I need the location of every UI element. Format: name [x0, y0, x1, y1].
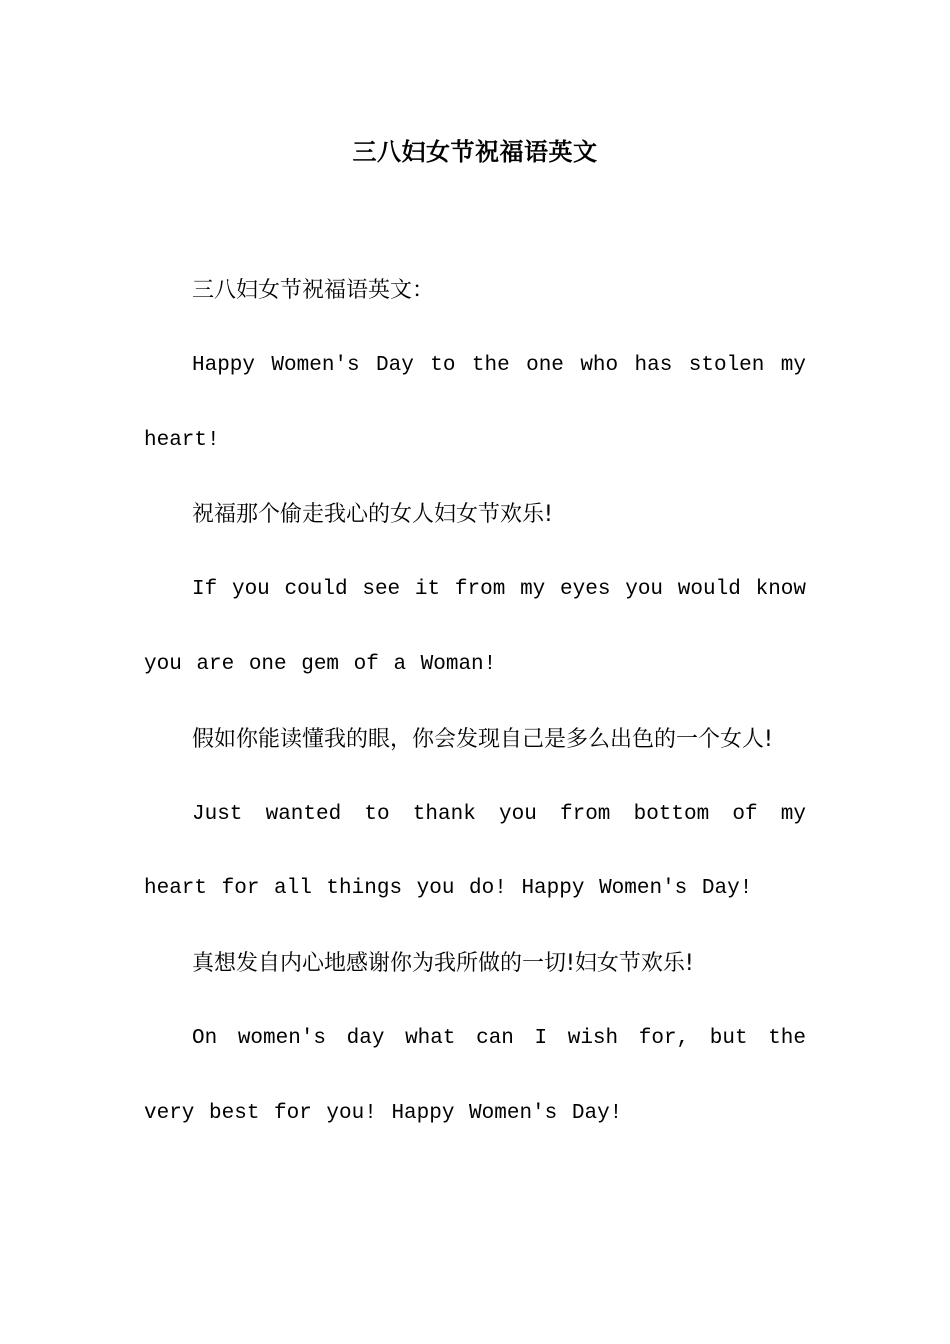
paragraph-intro-zh: 三八妇女节祝福语英文：	[192, 278, 435, 303]
paragraph-wish-3-en: Just wanted to thank you from bottom of my heart for all things you do! Happy Women's Day!	[144, 802, 806, 901]
paragraph-wish-4-en: On women's day what can I wish for, but the very best for you! Happy Women's Day!	[144, 1026, 806, 1125]
document-body	[144, 254, 806, 1152]
paragraph-wish-2-en: If you could see it from my eyes you would know you are one gem of a Woman!	[144, 578, 806, 676]
paragraph-wish-2-zh: 假如你能读懂我的眼，你会发现自己是多么出色的一个女人!	[192, 726, 773, 752]
paragraph-wish-1-zh: 祝福那个偷走我心的女人妇女节欢乐!	[192, 502, 553, 528]
paragraph-wish-3-zh: 真想发自内心地感谢你为我所做的一切!妇女节欢乐!	[192, 951, 694, 977]
document-title: 三八妇女节祝福语英文	[352, 137, 598, 166]
paragraph-wish-1-en: Happy Women's Day to the one who has stolen my heart!	[144, 353, 806, 452]
